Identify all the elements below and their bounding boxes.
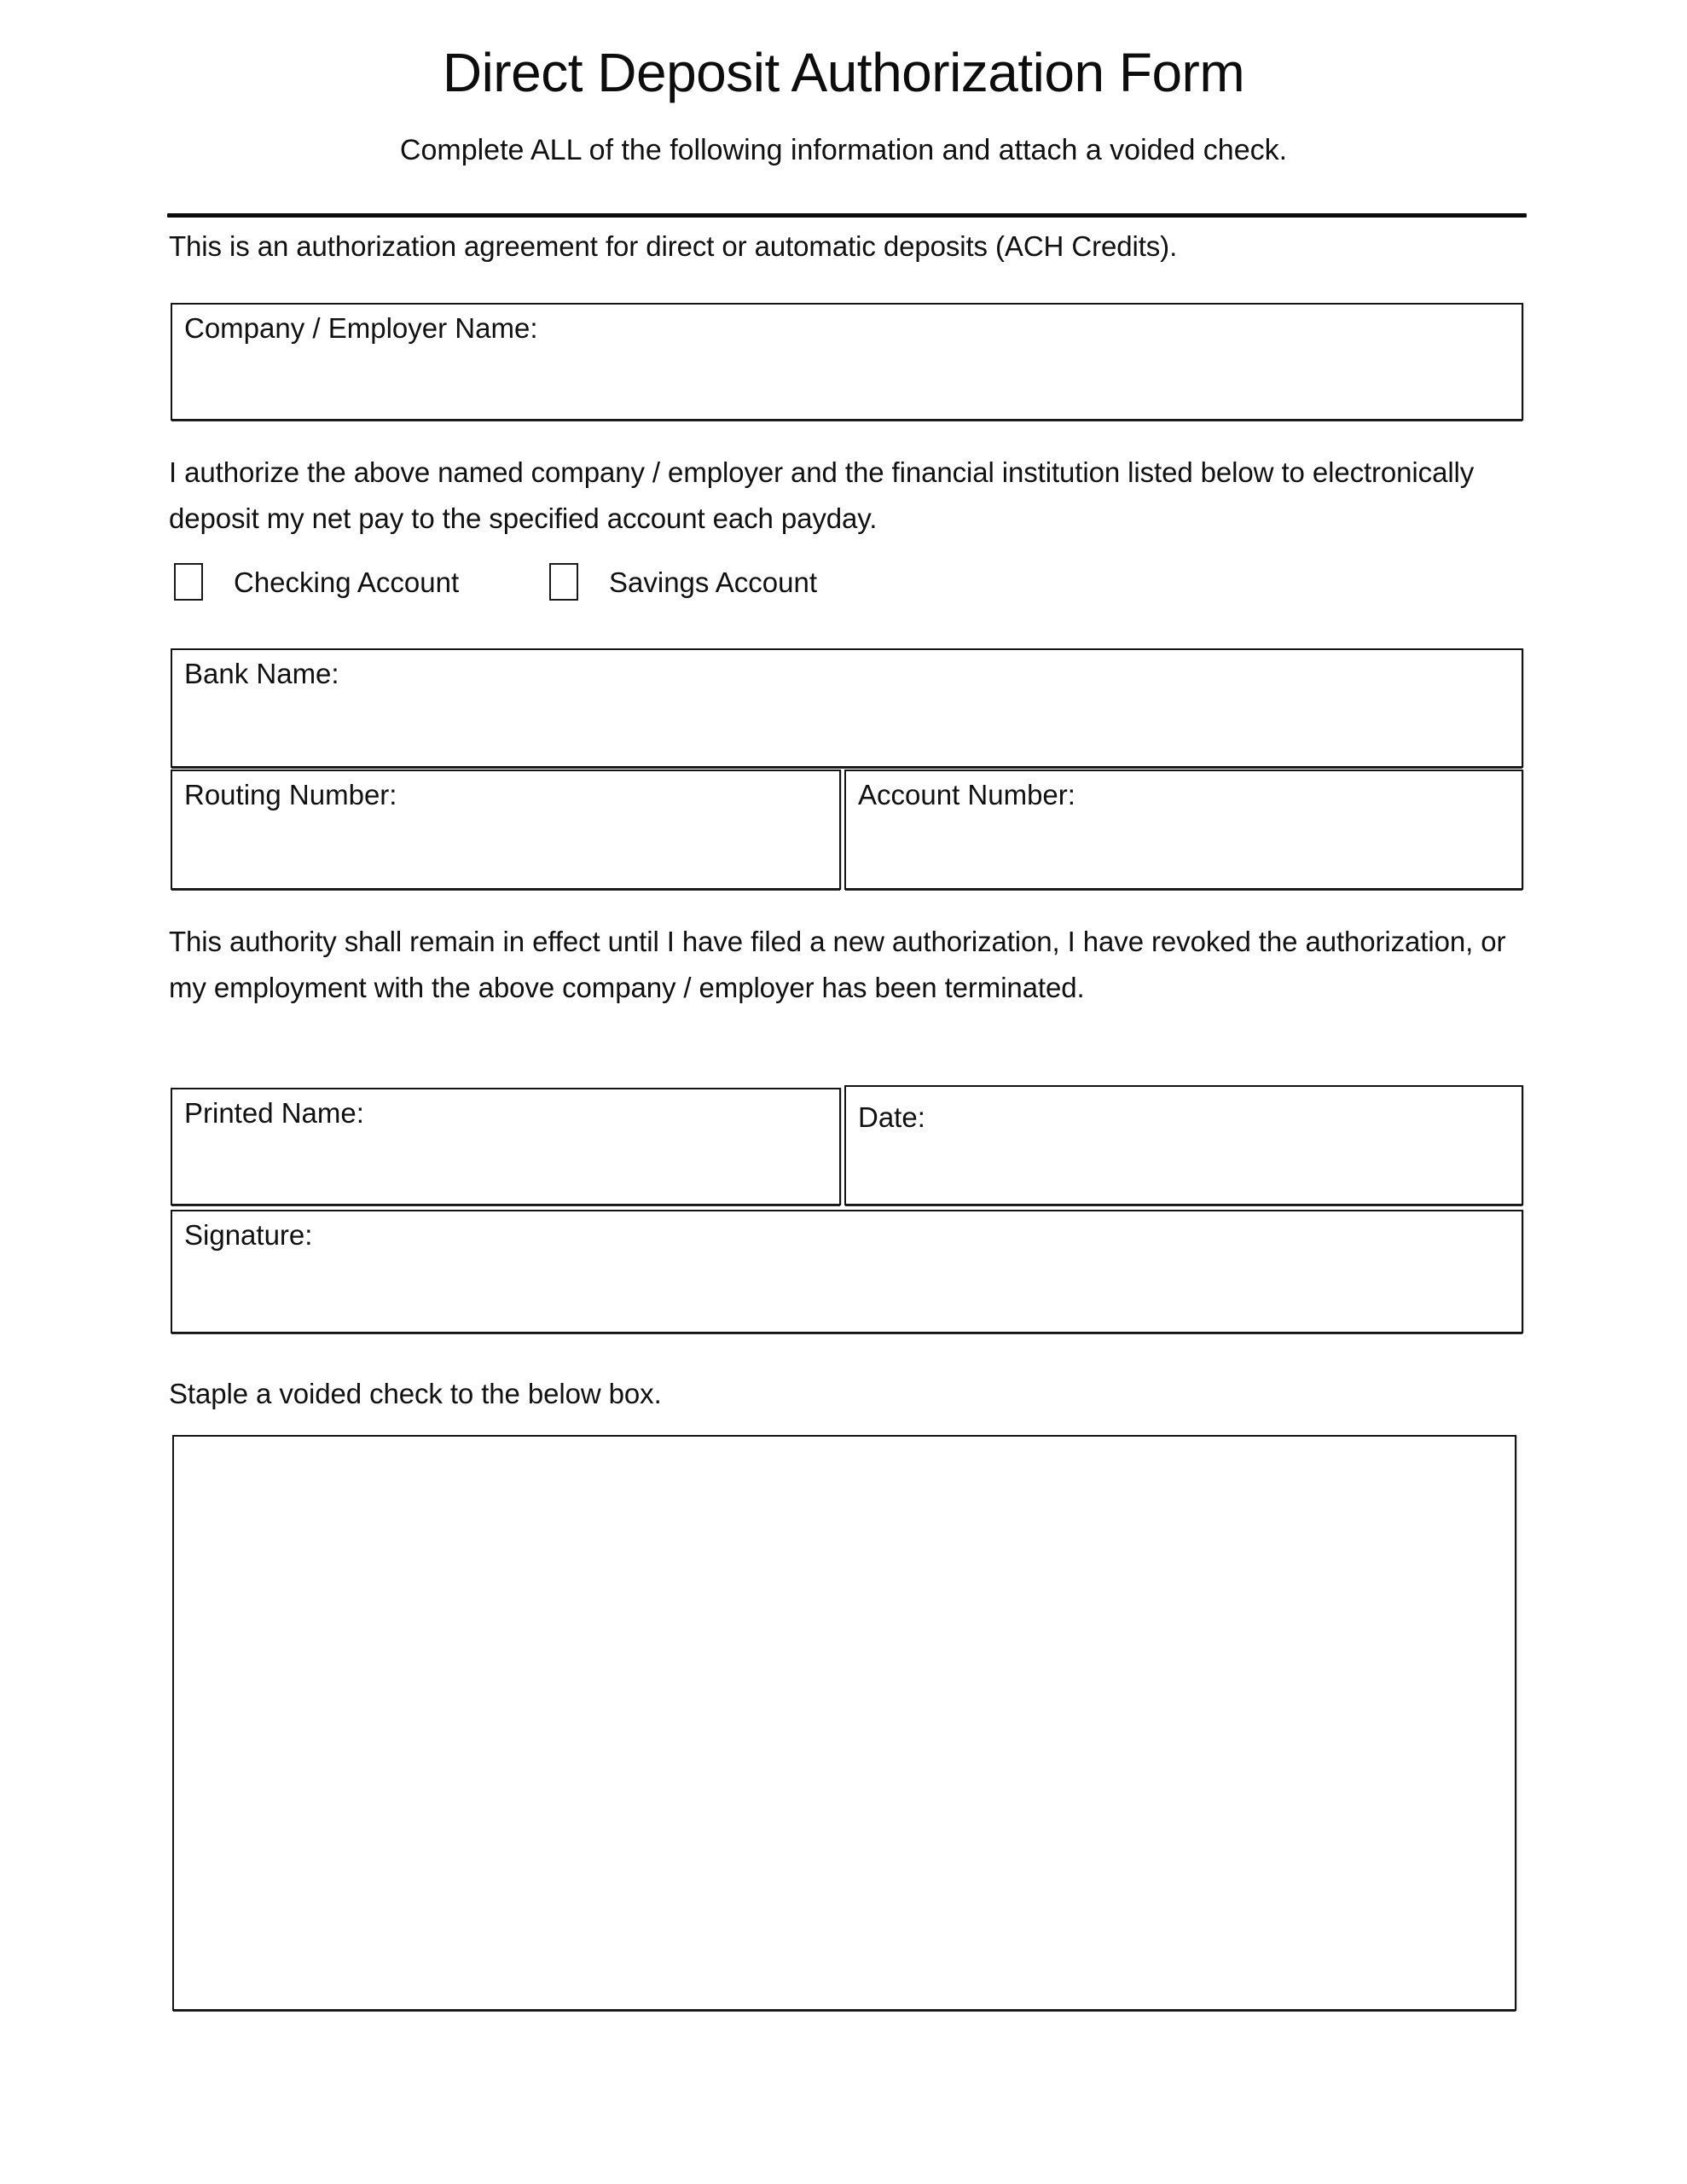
page-subtitle: Complete ALL of the following information and attach a voided check. bbox=[399, 134, 1288, 166]
printed-name-label: Printed Name: bbox=[184, 1097, 364, 1129]
checking-account-label: Checking Account bbox=[234, 566, 460, 598]
account-number-field[interactable] bbox=[844, 770, 1523, 890]
intro-text: This is an authorization agreement for direct or automatic deposits (ACH Credits). bbox=[169, 230, 1178, 262]
bank-name-field[interactable] bbox=[171, 648, 1523, 768]
company-employer-field[interactable] bbox=[171, 303, 1523, 421]
routing-number-field[interactable] bbox=[171, 770, 841, 890]
checking-account-checkbox[interactable] bbox=[174, 563, 203, 601]
voided-check-attachment-area[interactable] bbox=[172, 1435, 1516, 2011]
signature-field[interactable] bbox=[171, 1210, 1523, 1333]
date-field[interactable] bbox=[844, 1085, 1523, 1205]
account-number-label: Account Number: bbox=[858, 779, 1075, 810]
printed-name-field[interactable] bbox=[171, 1088, 841, 1205]
date-label: Date: bbox=[858, 1101, 925, 1133]
company-employer-label: Company / Employer Name: bbox=[184, 312, 538, 344]
savings-account-checkbox[interactable] bbox=[549, 563, 578, 601]
savings-account-label: Savings Account bbox=[609, 566, 817, 598]
voided-check-instruction: Staple a voided check to the below box. bbox=[169, 1378, 662, 1409]
routing-number-label: Routing Number: bbox=[184, 779, 397, 810]
authorization-paragraph: I authorize the above named company / employer and the financial institution listed below to electronically deposit my net pay to the specified account each payday. bbox=[169, 456, 1475, 534]
effect-paragraph: This authority shall remain in effect until I have filed a new authorization, I have revoked the authorization, or my employment with the above company / employer has been terminated. bbox=[169, 926, 1506, 1003]
bank-name-label: Bank Name: bbox=[184, 658, 339, 689]
signature-label: Signature: bbox=[184, 1219, 313, 1251]
account-type-group bbox=[171, 563, 1023, 611]
page-title: Direct Deposit Authorization Form bbox=[442, 42, 1245, 103]
header-divider bbox=[167, 213, 1527, 218]
